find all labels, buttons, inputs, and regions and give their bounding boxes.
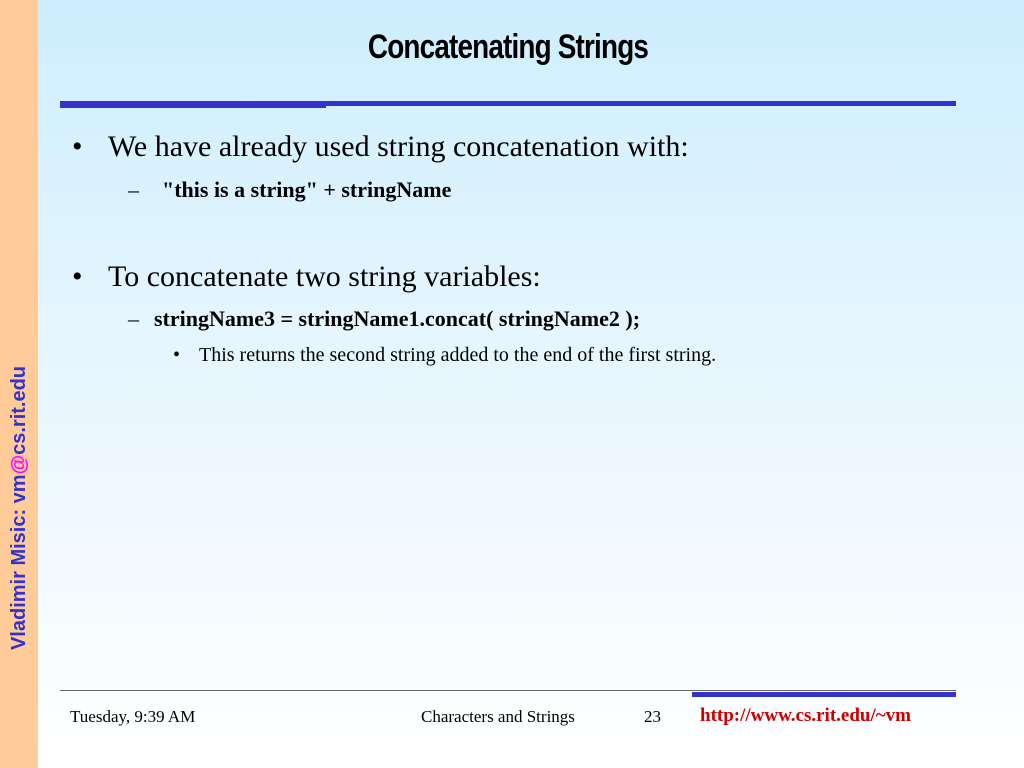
bullet-2-subsub-text: This returns the second string added to the end of the first string. — [199, 344, 717, 366]
footer-url[interactable]: http://www.cs.rit.edu/~vm — [700, 705, 911, 726]
title-rule-accent — [60, 101, 326, 108]
page-number: 23 — [644, 707, 661, 726]
bullet-marker: • — [173, 344, 181, 366]
bullet-2-sub-text: stringName3 = stringName1.concat( stringName2 ); — [154, 306, 641, 331]
footer-title: Characters and Strings — [421, 707, 575, 726]
bullet-1-sub-text: "this is a string" + stringName — [162, 177, 452, 202]
author-email — [5, 308, 33, 708]
bullet-marker: • — [72, 260, 83, 293]
dash-marker: – — [128, 306, 139, 331]
footer-date: Tuesday, 9:39 AM — [70, 707, 196, 726]
slide-title: Concatenating Strings — [367, 28, 649, 66]
dash-marker: – — [128, 177, 139, 202]
footer-rule-accent — [692, 692, 956, 697]
bullet-1-text: We have already used string concatenation with: — [108, 130, 689, 163]
bullet-2-text: To concatenate two string variables: — [108, 260, 541, 293]
at-sign: @ — [8, 454, 30, 475]
author-prefix: Vladimir Misic: vm — [8, 474, 30, 651]
bullet-marker: • — [72, 130, 83, 163]
footer-rule — [60, 690, 956, 691]
author-domain: cs.rit.edu — [8, 365, 30, 455]
